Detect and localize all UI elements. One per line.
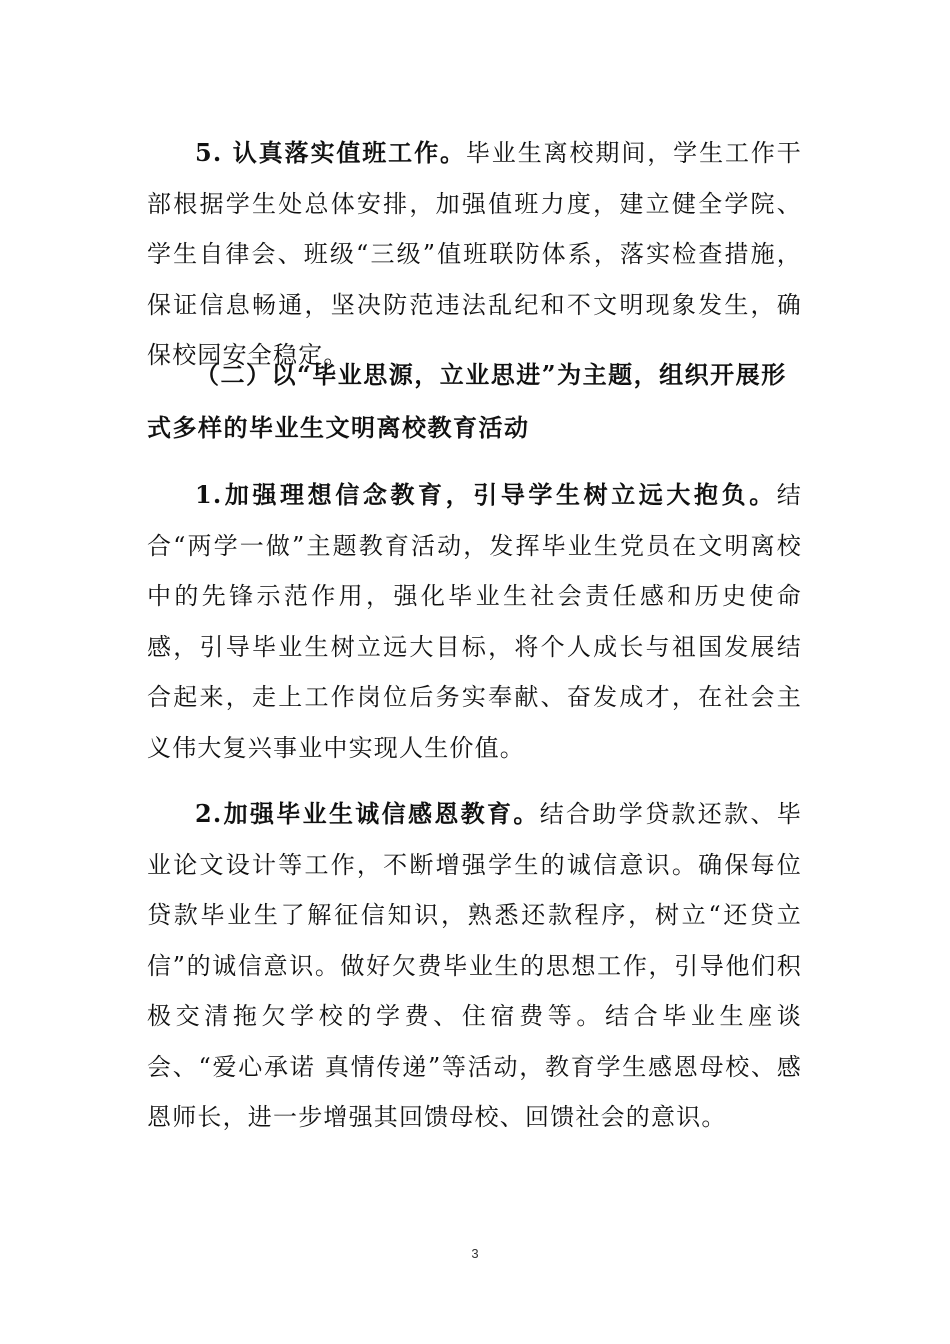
page-number: 3: [471, 1246, 479, 1261]
paragraph-lead: 1.加强理想信念教育，引导学生树立远大抱负。: [195, 480, 777, 509]
paragraph-body: 结合助学贷款还款、毕业论文设计等工作，不断增强学生的诚信意识。确保每位贷款毕业生了解征信知识，熟悉还款程序，树立“还贷立信”的诚信意识。做好欠费毕业生的思想工作，引导他们积极交清拖欠学校的学费、住宿费等。结合毕业生座谈会、“爱心承诺 真情传递”等活动，教育学生感恩母校、感恩师长，进一步增强其回馈母校、回馈社会的意识。: [147, 800, 803, 1131]
paragraph-ideals-education: [147, 470, 802, 773]
paragraph-body: 毕业生离校期间，学生工作干部根据学生处总体安排，加强值班力度，建立健全学院、学生自律会、班级“三级”值班联防体系，落实检查措施，保证信息畅通，坚决防范违法乱纪和不文明现象发生，确保校园安全稳定。: [147, 139, 802, 369]
paragraph-lead: 5. 认真落实值班工作。: [195, 138, 466, 167]
paragraph-body: 结合“两学一做”主题教育活动，发挥毕业生党员在文明离校中的先锋示范作用，强化毕业生社会责任感和历史使命感，引导毕业生树立远大目标，将个人成长与祖国发展结合起来，走上工作岗位后务实奉献、奋发成才，在社会主义伟大复兴事业中实现人生价值。: [147, 481, 802, 762]
section-heading: （二）以“毕业思源，立业思进”为主题，组织开展形式多样的毕业生文明离校教育活动: [147, 360, 787, 442]
paragraph-lead: 2.加强毕业生诚信感恩教育。: [195, 799, 540, 828]
paragraph-integrity-education: [147, 789, 802, 1143]
paragraph-duty-work: [147, 128, 802, 381]
